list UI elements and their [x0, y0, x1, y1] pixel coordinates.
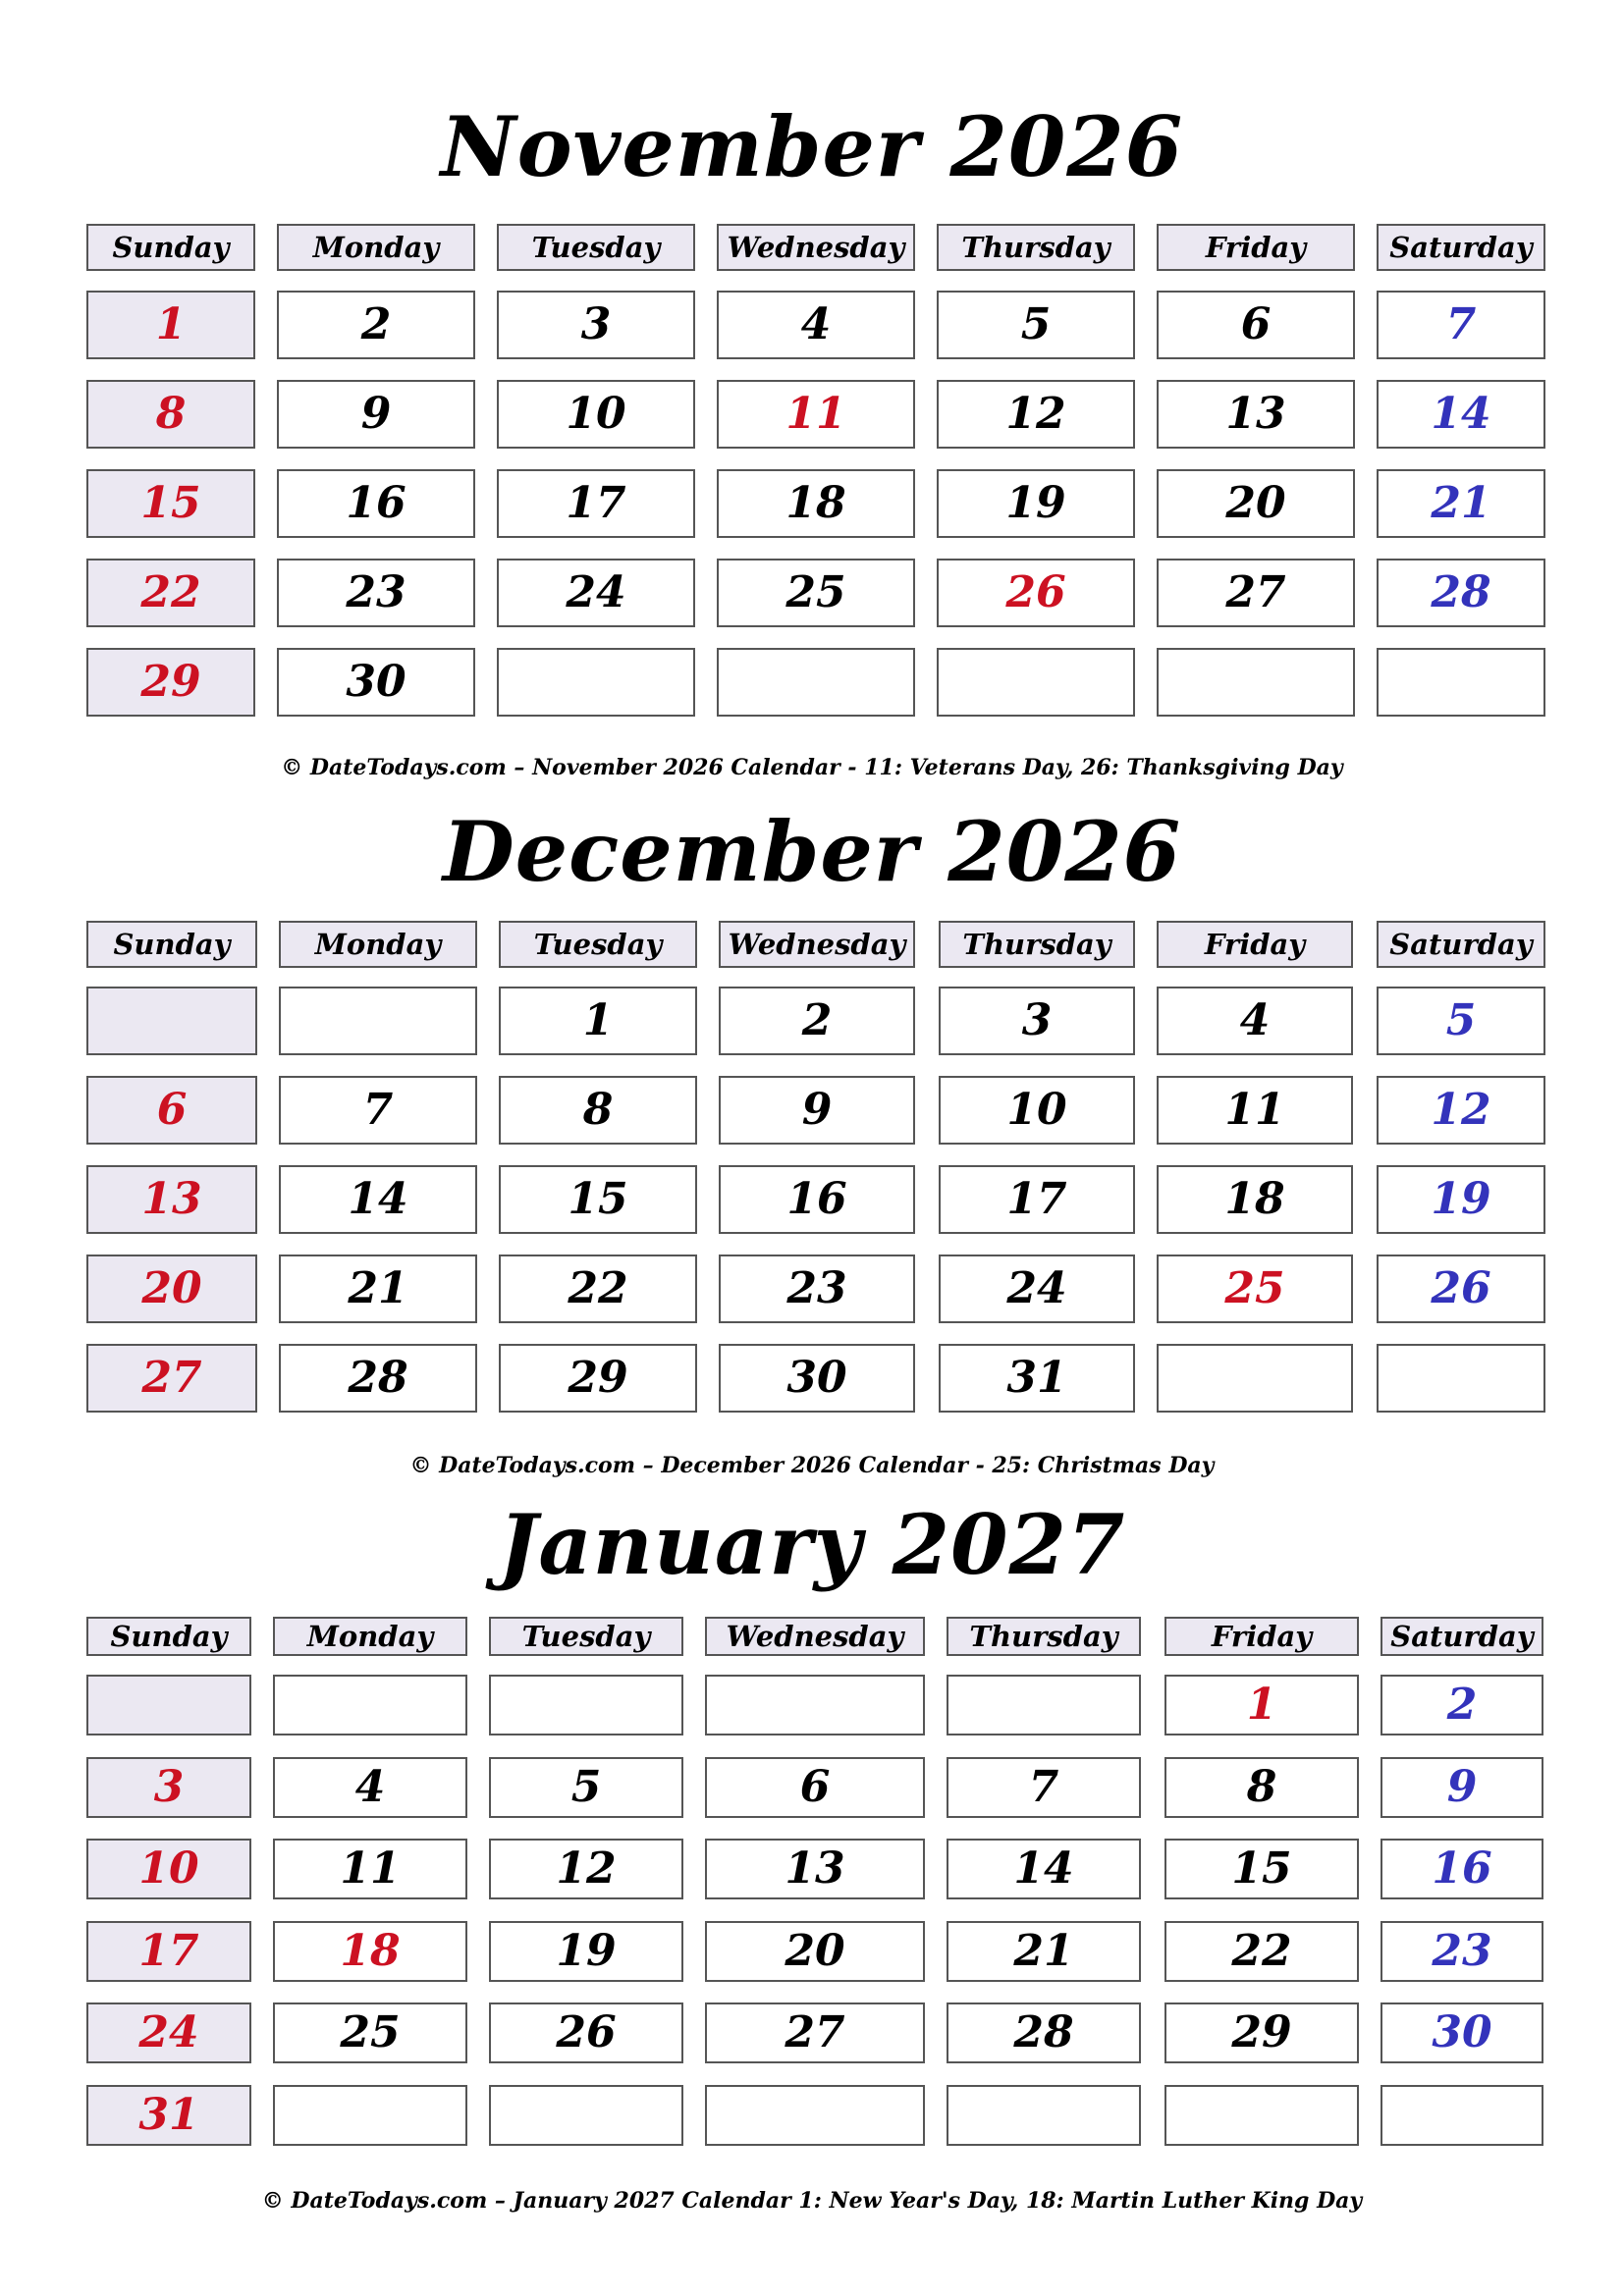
- day-cell: 6: [86, 1076, 257, 1145]
- day-cell: 29: [1164, 2002, 1359, 2063]
- day-cell: 5: [937, 291, 1135, 359]
- day-cell: 30: [1380, 2002, 1543, 2063]
- day-cell: 9: [719, 1076, 915, 1145]
- weekday-header-wednesday: Wednesday: [719, 921, 915, 968]
- empty-day-cell: [717, 648, 915, 717]
- day-cell: 27: [705, 2002, 925, 2063]
- day-cell: 1: [499, 987, 697, 1055]
- day-cell: 19: [489, 1921, 683, 1982]
- weekday-header-wednesday: Wednesday: [717, 224, 915, 271]
- day-cell: 11: [717, 380, 915, 449]
- day-cell: 10: [939, 1076, 1135, 1145]
- day-cell: 22: [86, 559, 255, 627]
- weekday-header-friday: Friday: [1157, 224, 1355, 271]
- day-cell: 12: [489, 1839, 683, 1899]
- day-cell: 12: [937, 380, 1135, 449]
- day-cell: 14: [279, 1165, 477, 1234]
- empty-day-cell: [947, 1675, 1141, 1735]
- day-cell: 14: [947, 1839, 1141, 1899]
- weekday-header-tuesday: Tuesday: [489, 1617, 683, 1656]
- day-cell: 11: [273, 1839, 467, 1899]
- weekday-header-tuesday: Tuesday: [497, 224, 695, 271]
- day-cell: 10: [86, 1839, 251, 1899]
- weekday-header-friday: Friday: [1157, 921, 1353, 968]
- day-cell: 25: [1157, 1255, 1353, 1323]
- day-cell: 2: [277, 291, 475, 359]
- empty-day-cell: [705, 2085, 925, 2146]
- day-cell: 19: [1377, 1165, 1545, 1234]
- day-cell: 25: [717, 559, 915, 627]
- day-cell: 23: [277, 559, 475, 627]
- day-cell: 12: [1377, 1076, 1545, 1145]
- day-cell: 8: [499, 1076, 697, 1145]
- day-cell: 7: [1377, 291, 1545, 359]
- day-cell: 20: [86, 1255, 257, 1323]
- day-cell: 26: [1377, 1255, 1545, 1323]
- calendar-footer: © DateTodays.com – December 2026 Calendar - 25: Christmas Day: [409, 1453, 1215, 1478]
- day-cell: 16: [277, 469, 475, 538]
- day-cell: 1: [1164, 1675, 1359, 1735]
- empty-day-cell: [489, 2085, 683, 2146]
- day-cell: 13: [86, 1165, 257, 1234]
- day-cell: 7: [947, 1757, 1141, 1818]
- empty-day-cell: [279, 987, 477, 1055]
- day-cell: 31: [939, 1344, 1135, 1413]
- day-cell: 8: [86, 380, 255, 449]
- day-cell: 16: [1380, 1839, 1543, 1899]
- day-cell: 7: [279, 1076, 477, 1145]
- empty-day-cell: [937, 648, 1135, 717]
- empty-day-cell: [1157, 648, 1355, 717]
- day-cell: 19: [937, 469, 1135, 538]
- month-title: January 2027: [498, 1496, 1126, 1593]
- weekday-header-monday: Monday: [273, 1617, 467, 1656]
- day-cell: 30: [719, 1344, 915, 1413]
- day-cell: 17: [86, 1921, 251, 1982]
- day-cell: 22: [499, 1255, 697, 1323]
- weekday-header-saturday: Saturday: [1380, 1617, 1543, 1656]
- day-cell: 3: [939, 987, 1135, 1055]
- day-cell: 13: [1157, 380, 1355, 449]
- day-cell: 5: [1377, 987, 1545, 1055]
- month-title: December 2026: [442, 803, 1182, 900]
- day-cell: 3: [497, 291, 695, 359]
- empty-day-cell: [497, 648, 695, 717]
- weekday-header-thursday: Thursday: [939, 921, 1135, 968]
- month-title: November 2026: [440, 98, 1184, 195]
- day-cell: 25: [273, 2002, 467, 2063]
- weekday-header-tuesday: Tuesday: [499, 921, 697, 968]
- empty-day-cell: [1157, 1344, 1353, 1413]
- weekday-header-wednesday: Wednesday: [705, 1617, 925, 1656]
- day-cell: 13: [705, 1839, 925, 1899]
- day-cell: 18: [273, 1921, 467, 1982]
- day-cell: 29: [499, 1344, 697, 1413]
- day-cell: 15: [499, 1165, 697, 1234]
- day-cell: 14: [1377, 380, 1545, 449]
- day-cell: 26: [937, 559, 1135, 627]
- weekday-header-sunday: Sunday: [86, 224, 255, 271]
- day-cell: 18: [1157, 1165, 1353, 1234]
- day-cell: 9: [277, 380, 475, 449]
- day-cell: 27: [86, 1344, 257, 1413]
- day-cell: 23: [719, 1255, 915, 1323]
- weekday-header-monday: Monday: [277, 224, 475, 271]
- empty-day-cell: [273, 2085, 467, 2146]
- day-cell: 15: [1164, 1839, 1359, 1899]
- day-cell: 28: [947, 2002, 1141, 2063]
- weekday-header-thursday: Thursday: [947, 1617, 1141, 1656]
- day-cell: 26: [489, 2002, 683, 2063]
- day-cell: 22: [1164, 1921, 1359, 1982]
- calendar-footer: © DateTodays.com – November 2026 Calendar - 11: Veterans Day, 26: Thanksgiving Day: [281, 755, 1343, 780]
- day-cell: 31: [86, 2085, 251, 2146]
- day-cell: 8: [1164, 1757, 1359, 1818]
- day-cell: 27: [1157, 559, 1355, 627]
- day-cell: 4: [717, 291, 915, 359]
- calendar-footer: © DateTodays.com – January 2027 Calendar 1: New Year's Day, 18: Martin Luther King Day: [261, 2188, 1363, 2214]
- day-cell: 3: [86, 1757, 251, 1818]
- weekday-header-sunday: Sunday: [86, 1617, 251, 1656]
- day-cell: 23: [1380, 1921, 1543, 1982]
- day-cell: 28: [1377, 559, 1545, 627]
- day-cell: 28: [279, 1344, 477, 1413]
- day-cell: 29: [86, 648, 255, 717]
- day-cell: 21: [947, 1921, 1141, 1982]
- weekday-header-thursday: Thursday: [937, 224, 1135, 271]
- day-cell: 24: [939, 1255, 1135, 1323]
- day-cell: 11: [1157, 1076, 1353, 1145]
- day-cell: 4: [273, 1757, 467, 1818]
- day-cell: 18: [717, 469, 915, 538]
- empty-day-cell: [86, 987, 257, 1055]
- day-cell: 2: [1380, 1675, 1543, 1735]
- day-cell: 17: [497, 469, 695, 538]
- day-cell: 21: [1377, 469, 1545, 538]
- empty-day-cell: [1377, 648, 1545, 717]
- empty-day-cell: [86, 1675, 251, 1735]
- day-cell: 1: [86, 291, 255, 359]
- day-cell: 6: [1157, 291, 1355, 359]
- empty-day-cell: [1380, 2085, 1543, 2146]
- day-cell: 24: [497, 559, 695, 627]
- day-cell: 2: [719, 987, 915, 1055]
- weekday-header-monday: Monday: [279, 921, 477, 968]
- day-cell: 17: [939, 1165, 1135, 1234]
- day-cell: 30: [277, 648, 475, 717]
- day-cell: 20: [1157, 469, 1355, 538]
- empty-day-cell: [1164, 2085, 1359, 2146]
- day-cell: 21: [279, 1255, 477, 1323]
- empty-day-cell: [705, 1675, 925, 1735]
- day-cell: 5: [489, 1757, 683, 1818]
- day-cell: 16: [719, 1165, 915, 1234]
- empty-day-cell: [273, 1675, 467, 1735]
- day-cell: 20: [705, 1921, 925, 1982]
- empty-day-cell: [489, 1675, 683, 1735]
- weekday-header-saturday: Saturday: [1377, 224, 1545, 271]
- weekday-header-friday: Friday: [1164, 1617, 1359, 1656]
- day-cell: 9: [1380, 1757, 1543, 1818]
- day-cell: 10: [497, 380, 695, 449]
- weekday-header-saturday: Saturday: [1377, 921, 1545, 968]
- empty-day-cell: [947, 2085, 1141, 2146]
- empty-day-cell: [1377, 1344, 1545, 1413]
- day-cell: 4: [1157, 987, 1353, 1055]
- day-cell: 6: [705, 1757, 925, 1818]
- day-cell: 24: [86, 2002, 251, 2063]
- weekday-header-sunday: Sunday: [86, 921, 257, 968]
- day-cell: 15: [86, 469, 255, 538]
